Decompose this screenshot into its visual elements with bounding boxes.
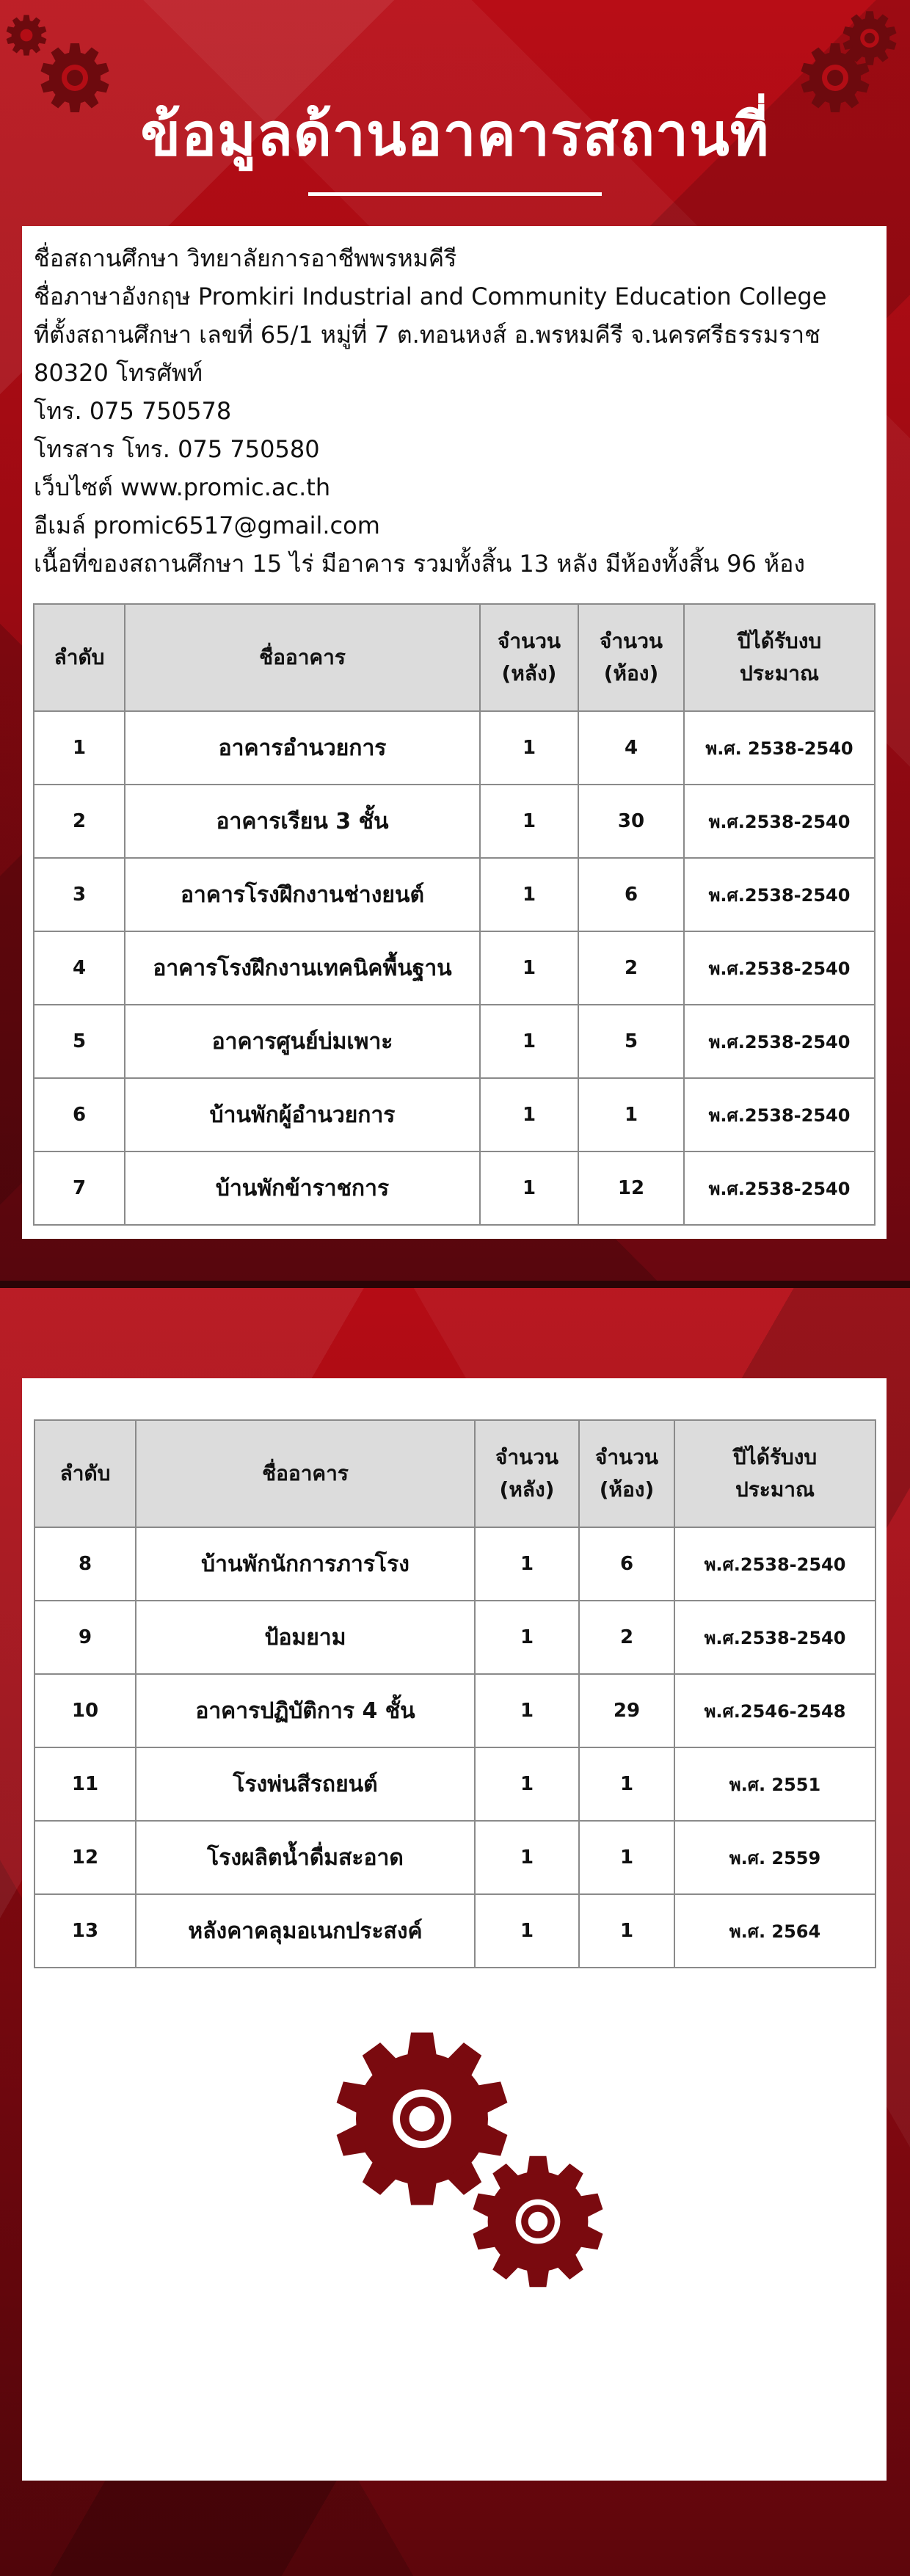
cell-name: อาคารเรียน 3 ชั้น — [125, 785, 480, 858]
table-row — [34, 1894, 876, 1968]
info-line-email: อีเมล์ promic6517@gmail.com — [34, 512, 380, 539]
table-row — [34, 1151, 875, 1225]
table-row — [34, 858, 875, 931]
table-header-row — [34, 604, 875, 711]
table-row — [34, 1601, 876, 1674]
info-line-address: ที่ตั้งสถานศึกษา เลขที่ 65/1 หมู่ที่ 7 ต.ทอนหงส์ อ.พรหมคีรี จ.นครศรีธรรมราช — [34, 321, 820, 349]
cell-rooms: 2 — [578, 931, 684, 1005]
cell-year: พ.ศ. 2551 — [674, 1747, 876, 1821]
header-name: ชื่ออาคาร — [125, 604, 480, 711]
cell-no: 8 — [34, 1527, 136, 1601]
cell-year: พ.ศ.2538-2540 — [684, 1005, 875, 1078]
buildings-table-continued — [34, 1419, 876, 1968]
institution-info — [34, 239, 878, 583]
cell-year: พ.ศ.2538-2540 — [684, 785, 875, 858]
cell-rooms: 5 — [578, 1005, 684, 1078]
cell-no: 7 — [34, 1151, 125, 1225]
table-header-row — [34, 1420, 876, 1527]
page-1 — [0, 0, 910, 1281]
info-line-website: เว็บไซต์ www.promic.ac.th — [34, 473, 331, 501]
table-row — [34, 1674, 876, 1747]
table-row — [34, 1747, 876, 1821]
gear-icon — [468, 2152, 608, 2291]
header-rooms: จำนวน (ห้อง) — [578, 604, 684, 711]
cell-year: พ.ศ.2538-2540 — [684, 931, 875, 1005]
cell-no: 6 — [34, 1078, 125, 1151]
cell-no: 11 — [34, 1747, 136, 1821]
page-2 — [0, 1288, 910, 2576]
title-underline — [308, 192, 602, 196]
table-card — [22, 1378, 887, 2481]
cell-buildings: 1 — [475, 1747, 579, 1821]
cell-buildings: 1 — [475, 1821, 579, 1894]
cell-name: โรงพ่นสีรถยนต์ — [136, 1747, 475, 1821]
cell-no: 13 — [34, 1894, 136, 1968]
cell-rooms: 30 — [578, 785, 684, 858]
header-buildings: จำนวน (หลัง) — [475, 1420, 579, 1527]
cell-rooms: 1 — [579, 1747, 674, 1821]
cell-buildings: 1 — [480, 931, 578, 1005]
cell-buildings: 1 — [475, 1601, 579, 1674]
header-no: ลำดับ — [34, 1420, 136, 1527]
cell-name: บ้านพักนักการภารโรง — [136, 1527, 475, 1601]
table-row — [34, 1005, 875, 1078]
cell-year: พ.ศ.2538-2540 — [684, 1151, 875, 1225]
cell-year: พ.ศ. 2559 — [674, 1821, 876, 1894]
cell-name: บ้านพักผู้อำนวยการ — [125, 1078, 480, 1151]
cell-rooms: 2 — [579, 1601, 674, 1674]
cell-year: พ.ศ.2538-2540 — [674, 1527, 876, 1601]
cell-buildings: 1 — [480, 785, 578, 858]
cell-buildings: 1 — [480, 1151, 578, 1225]
cell-name: หลังคาคลุมอเนกประสงค์ — [136, 1894, 475, 1968]
header-name: ชื่ออาคาร — [136, 1420, 475, 1527]
info-line-area: เนื้อที่ของสถานศึกษา 15 ไร่ มีอาคาร รวมทั้งสิ้น 13 หลัง มีห้องทั้งสิ้น 96 ห้อง — [34, 550, 805, 578]
cell-rooms: 6 — [578, 858, 684, 931]
info-card — [22, 226, 887, 1239]
cell-rooms: 29 — [579, 1674, 674, 1747]
cell-rooms: 6 — [579, 1527, 674, 1601]
info-line-postcode: 80320 โทรศัพท์ — [34, 359, 203, 387]
cell-name: อาคารโรงฝึกงานช่างยนต์ — [125, 858, 480, 931]
cell-rooms: 12 — [578, 1151, 684, 1225]
table-row — [34, 785, 875, 858]
table-row — [34, 711, 875, 785]
cell-buildings: 1 — [480, 858, 578, 931]
cell-no: 9 — [34, 1601, 136, 1674]
header-no: ลำดับ — [34, 604, 125, 711]
cell-name: อาคารโรงฝึกงานเทคนิคพื้นฐาน — [125, 931, 480, 1005]
header-buildings: จำนวน (หลัง) — [480, 604, 578, 711]
table-row — [34, 1821, 876, 1894]
cell-year: พ.ศ.2538-2540 — [684, 1078, 875, 1151]
cell-no: 1 — [34, 711, 125, 785]
cell-buildings: 1 — [480, 1005, 578, 1078]
header-year: ปีได้รับงบ ประมาณ — [674, 1420, 876, 1527]
cell-rooms: 4 — [578, 711, 684, 785]
cell-no: 10 — [34, 1674, 136, 1747]
cell-name: อาคารปฏิบัติการ 4 ชั้น — [136, 1674, 475, 1747]
cell-no: 5 — [34, 1005, 125, 1078]
cell-no: 3 — [34, 858, 125, 931]
cell-buildings: 1 — [480, 1078, 578, 1151]
cell-name: โรงผลิตน้ำดื่มสะอาด — [136, 1821, 475, 1894]
header-rooms: จำนวน (ห้อง) — [579, 1420, 674, 1527]
cell-year: พ.ศ. 2538-2540 — [684, 711, 875, 785]
cell-year: พ.ศ.2546-2548 — [674, 1674, 876, 1747]
cell-name: ป้อมยาม — [136, 1601, 475, 1674]
cell-year: พ.ศ. 2564 — [674, 1894, 876, 1968]
info-line-fax: โทรสาร โทร. 075 750580 — [34, 435, 320, 463]
buildings-table — [33, 603, 876, 1226]
cell-year: พ.ศ.2538-2540 — [674, 1601, 876, 1674]
table-row — [34, 1527, 876, 1601]
page-divider — [0, 1281, 910, 1288]
cell-year: พ.ศ.2538-2540 — [684, 858, 875, 931]
cell-name: บ้านพักข้าราชการ — [125, 1151, 480, 1225]
cell-buildings: 1 — [475, 1894, 579, 1968]
cell-buildings: 1 — [475, 1674, 579, 1747]
info-line-phone: โทร. 075 750578 — [34, 397, 232, 425]
page-title: ข้อมูลด้านอาคารสถานที่ — [140, 101, 770, 169]
header-year: ปีได้รับงบ ประมาณ — [684, 604, 875, 711]
cell-rooms: 1 — [578, 1078, 684, 1151]
cell-rooms: 1 — [579, 1821, 674, 1894]
table-row — [34, 1078, 875, 1151]
table-row — [34, 931, 875, 1005]
cell-name: อาคารศูนย์บ่มเพาะ — [125, 1005, 480, 1078]
cell-no: 2 — [34, 785, 125, 858]
cell-name: อาคารอำนวยการ — [125, 711, 480, 785]
cell-rooms: 1 — [579, 1894, 674, 1968]
cell-buildings: 1 — [480, 711, 578, 785]
info-line-english-name: ชื่อภาษาอังกฤษ Promkiri Industrial and Community Education College — [34, 283, 827, 310]
cell-no: 12 — [34, 1821, 136, 1894]
cell-buildings: 1 — [475, 1527, 579, 1601]
info-line-name: ชื่อสถานศึกษา วิทยาลัยการอาชีพพรหมคีรี — [34, 244, 457, 272]
cell-no: 4 — [34, 931, 125, 1005]
